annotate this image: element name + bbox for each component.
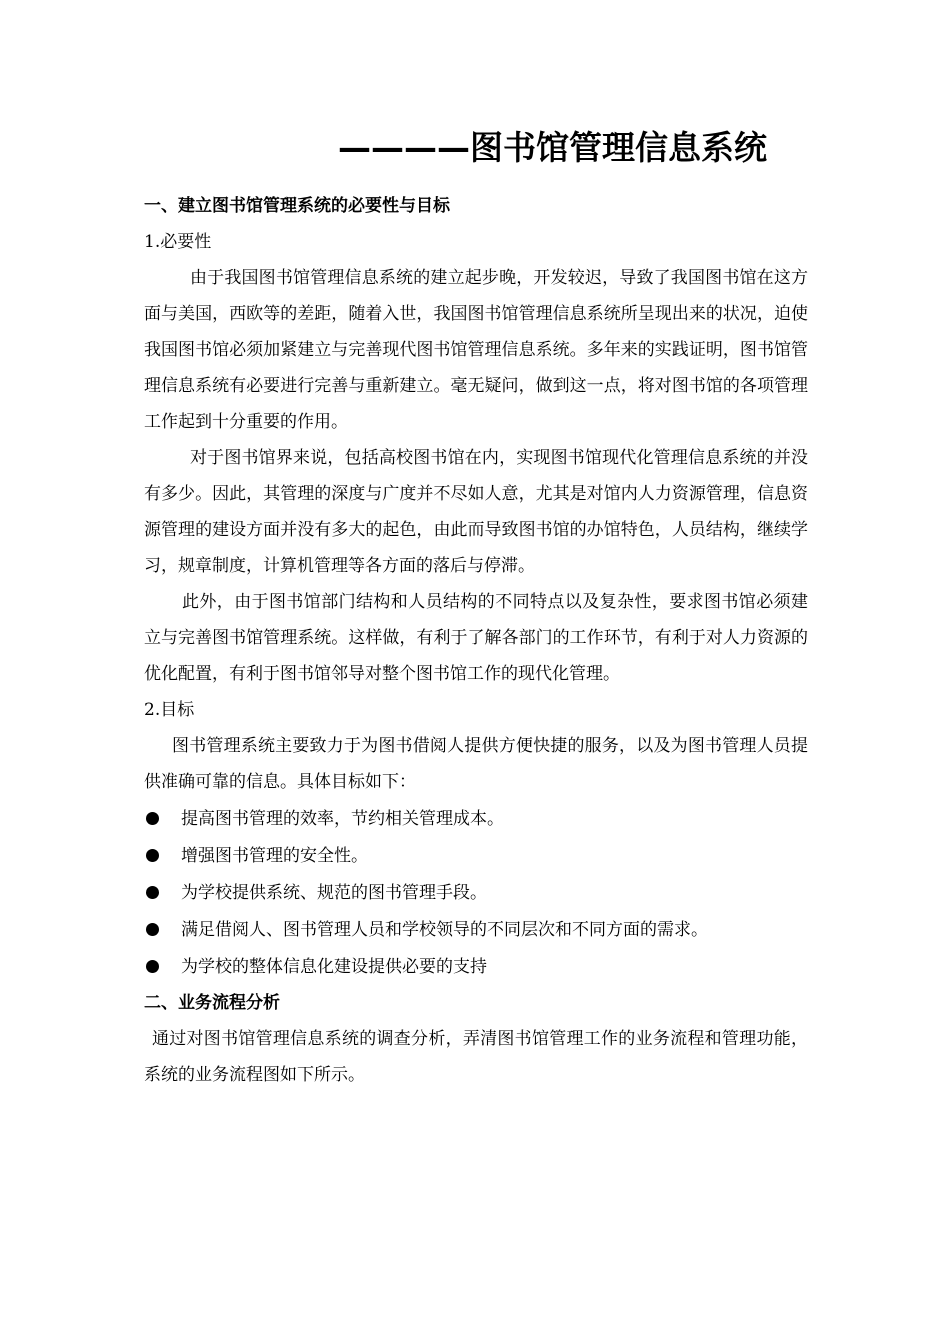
- goals-bullet-list: [144, 800, 808, 985]
- list-item: [144, 911, 808, 948]
- paragraph-business-process: 通过对图书馆管理信息系统的调查分析，弄清图书馆管理工作的业务流程和管理功能，系统的业务流程图如下所示。: [144, 1029, 808, 1085]
- paragraph-necessity-3: 此外，由于图书馆部门结构和人员结构的不同特点以及复杂性，要求图书馆必须建立与完善图书馆管理系统。这样做，有利于了解各部门的工作环节，有利于对人力资源的优化配置，有利于图书馆邻导对整个图书馆工作的现代化管理。: [144, 592, 808, 684]
- paragraph-necessity-1: 由于我国图书馆管理信息系统的建立起步晚，开发较迟，导致了我国图书馆在这方面与美国，西欧等的差距，随着入世，我国图书馆管理信息系统所呈现出来的状况，迫使我国图书馆必须加紧建立与完善现代图书馆管理信息系统。多年来的实践证明，图书馆管理信息系统有必要进行完善与重新建立。毫无疑问，做到这一点，将对图书馆的各项管理工作起到十分重要的作用。: [144, 268, 808, 432]
- subheading-goals: 2.目标: [144, 700, 195, 720]
- bullet-text: 为学校提供系统、规范的图书管理手段。: [181, 882, 487, 903]
- paragraph-goals-intro: 图书管理系统主要致力于为图书借阅人提供方便快捷的服务，以及为图书管理人员提供准确可靠的信息。具体目标如下：: [144, 736, 808, 792]
- list-item: [144, 800, 808, 837]
- bullet-text: 为学校的整体信息化建设提供必要的支持: [181, 956, 487, 977]
- bullet-icon: [146, 923, 159, 936]
- bullet-icon: [146, 812, 159, 825]
- list-item: [144, 874, 808, 911]
- list-item: [144, 837, 808, 874]
- bullet-icon: [146, 886, 159, 899]
- subheading-necessity: 1.必要性: [144, 232, 212, 252]
- paragraph-necessity-2: 对于图书馆界来说，包括高校图书馆在内，实现图书馆现代化管理信息系统的并没有多少。因此，其管理的深度与广度并不尽如人意，尤其是对馆内人力资源管理，信息资源管理的建设方面并没有多大的起色，由此而导致图书馆的办馆特色，人员结构，继续学习，规章制度，计算机管理等各方面的落后与停滞。: [144, 448, 808, 576]
- bullet-text: 满足借阅人、图书管理人员和学校领导的不同层次和不同方面的需求。: [181, 919, 708, 940]
- list-item: [144, 948, 808, 985]
- section-heading-necessity-goals: 一、建立图书馆管理系统的必要性与目标: [144, 196, 450, 216]
- section-heading-business-process: 二、业务流程分析: [144, 993, 280, 1013]
- bullet-icon: [146, 960, 159, 973]
- document-body: [144, 188, 808, 1093]
- bullet-text: 提高图书管理的效率，节约相关管理成本。: [181, 808, 504, 829]
- bullet-text: 增强图书管理的安全性。: [181, 845, 368, 866]
- document-title: ————图书馆管理信息系统: [338, 128, 767, 167]
- bullet-icon: [146, 849, 159, 862]
